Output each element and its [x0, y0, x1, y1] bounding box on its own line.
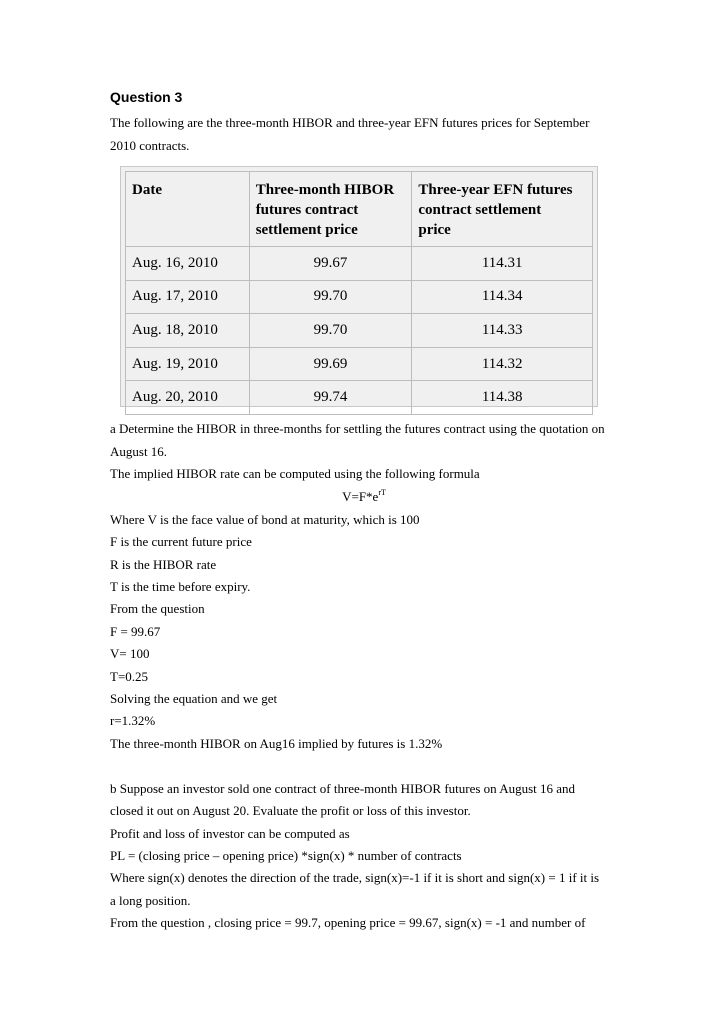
- cell-hibor: 99.70: [249, 280, 412, 314]
- part-b-line: PL = (closing price – opening price) *sign(x) * number of contracts: [110, 848, 462, 863]
- table-row: [126, 247, 593, 281]
- cell-date: Aug. 16, 2010: [126, 247, 250, 281]
- part-a-line: August 16.: [110, 444, 168, 459]
- part-a-line: R is the HIBOR rate: [110, 557, 217, 572]
- header-text: contract settlement: [418, 202, 542, 218]
- part-a-line: r=1.32%: [110, 713, 156, 728]
- question-title: Question 3: [110, 89, 183, 105]
- cell-efn: 114.31: [412, 247, 593, 281]
- header-text: futures contract: [255, 202, 359, 218]
- part-b-line: closed it out on August 20. Evaluate the profit or loss of this investor.: [110, 803, 471, 818]
- cell-efn: 114.32: [412, 347, 593, 381]
- price-table: [125, 171, 593, 415]
- cell-efn: 114.33: [412, 314, 593, 348]
- cell-date: Aug. 20, 2010: [126, 381, 250, 415]
- part-b-line: a long position.: [110, 893, 191, 908]
- table-row: [126, 347, 593, 381]
- part-a-line: a Determine the HIBOR in three-months for settling the futures contract using the quotation on: [110, 421, 605, 436]
- intro-line: 2010 contracts.: [110, 138, 190, 153]
- header-text: settlement price: [255, 222, 358, 238]
- header-hibor: [249, 172, 412, 247]
- cell-date: Aug. 18, 2010: [126, 314, 250, 348]
- part-a-line: T=0.25: [110, 669, 149, 684]
- cell-efn: 114.34: [412, 280, 593, 314]
- part-a-line: F = 99.67: [110, 624, 161, 639]
- table-header-row: [126, 172, 593, 247]
- part-b-line: Where sign(x) denotes the direction of the trade, sign(x)=-1 if it is short and sign(x) = 1 if it is: [110, 870, 600, 885]
- cell-date: Aug. 17, 2010: [126, 280, 250, 314]
- header-date: [126, 172, 250, 247]
- formula: [110, 489, 618, 505]
- formula-base: V=F*e: [342, 489, 379, 504]
- table-row: [126, 381, 593, 415]
- cell-hibor: 99.70: [249, 314, 412, 348]
- part-a-line: The three-month HIBOR on Aug16 implied by futures is 1.32%: [110, 736, 443, 751]
- part-b-line: Profit and loss of investor can be computed as: [110, 826, 350, 841]
- part-a-line: F is the current future price: [110, 534, 252, 549]
- formula-exponent: rT: [378, 488, 386, 497]
- header-efn: [412, 172, 593, 247]
- part-a-line: The implied HIBOR rate can be computed using the following formula: [110, 466, 480, 481]
- table-row: [126, 314, 593, 348]
- part-b-line: b Suppose an investor sold one contract of three-month HIBOR futures on August 16 and: [110, 781, 576, 796]
- part-a-line: T is the time before expiry.: [110, 579, 251, 594]
- header-text: Three-year EFN futures: [418, 182, 573, 198]
- header-text: price: [418, 222, 451, 238]
- part-a-line: V= 100: [110, 646, 150, 661]
- cell-hibor: 99.67: [249, 247, 412, 281]
- cell-hibor: 99.74: [249, 381, 412, 415]
- part-b-line: From the question , closing price = 99.7, opening price = 99.67, sign(x) = -1 and number of: [110, 915, 586, 930]
- header-text: Three-month HIBOR: [255, 182, 395, 198]
- part-a-line: From the question: [110, 601, 205, 616]
- cell-efn: 114.38: [412, 381, 593, 415]
- cell-hibor: 99.69: [249, 347, 412, 381]
- futures-price-table: [120, 166, 598, 407]
- header-date-text: Date: [132, 182, 162, 198]
- table-row: [126, 280, 593, 314]
- cell-date: Aug. 19, 2010: [126, 347, 250, 381]
- part-a-line: Where V is the face value of bond at maturity, which is 100: [110, 512, 420, 527]
- part-a-line: Solving the equation and we get: [110, 691, 278, 706]
- intro-line: The following are the three-month HIBOR and three-year EFN futures prices for September: [110, 115, 590, 130]
